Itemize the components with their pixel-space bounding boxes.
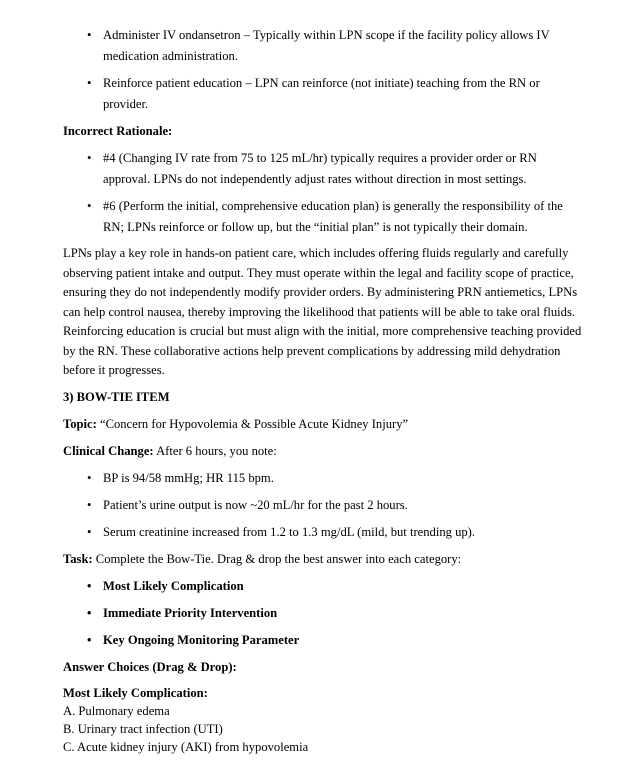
choice-option: A. Pulmonary edema: [63, 703, 170, 718]
list-item: • Patient’s urine output is now ~20 mL/hr for the past 2 hours.: [63, 495, 583, 516]
bowtie-category-list: [63, 576, 583, 651]
clinical-findings-list: [63, 468, 583, 543]
choice-option: B. Urinary tract infection (UTI): [63, 721, 223, 736]
list-item: • Serum creatinine increased from 1.2 to 1.3 mg/dL (mild, but trending up).: [63, 522, 583, 543]
task-text: Complete the Bow-Tie. Drag & drop the best answer into each category:: [92, 551, 462, 566]
task-line: [63, 549, 583, 570]
clinical-change-label: Clinical Change:: [63, 443, 154, 458]
lpn-scope-actions-list: [63, 25, 583, 115]
task-label: Task:: [63, 551, 93, 566]
complication-choices-heading: Most Likely Complication:: [63, 685, 208, 700]
list-item: • #6 (Perform the initial, comprehensive education plan) is generally the responsibility of the RN; LPNs reinforce or follow up, but the “initial plan” is not typically their domain.: [63, 196, 583, 238]
summary-paragraph: LPNs play a key role in hands-on patient care, which includes offering fluids regularly and carefully observing patient intake and output. They must operate within the legal and facility scope of practice, ensuring they do not independently modify provider orders. By administering PRN antiemetics, LPNs can help control nausea, thereby improving the likelihood that patients will be able to take oral fluids. Reinforcing education is crucial but must align with the initial, more comprehensive teaching provided by the RN. These collaborative actions help prevent complications by addressing mild dehydration before it progresses.: [63, 246, 582, 377]
list-item: • #4 (Changing IV rate from 75 to 125 mL/hr) typically requires a provider order or RN approval. LPNs do not independently adjust rates without direction in most settings.: [63, 148, 583, 190]
incorrect-rationale-heading: Incorrect Rationale:: [63, 124, 173, 138]
topic-text: “Concern for Hypovolemia & Possible Acute Kidney Injury”: [96, 416, 409, 431]
category-item: • Key Ongoing Monitoring Parameter: [63, 630, 583, 651]
category-item: • Immediate Priority Intervention: [63, 603, 583, 624]
answer-choices-heading: Answer Choices (Drag & Drop):: [63, 659, 237, 674]
list-item: • Administer IV ondansetron – Typically within LPN scope if the facility policy allows IV medication administration.: [63, 25, 583, 67]
topic-line: [63, 414, 583, 435]
incorrect-rationale-list: [63, 148, 583, 238]
bowtie-item-heading: 3) BOW-TIE ITEM: [63, 389, 170, 404]
most-likely-complication-block: [63, 684, 583, 756]
list-item: • BP is 94/58 mmHg; HR 115 bpm.: [63, 468, 583, 489]
clinical-change-text: After 6 hours, you note:: [153, 443, 277, 458]
clinical-change-line: [63, 441, 583, 462]
topic-label: Topic:: [63, 416, 97, 431]
list-item: • Reinforce patient education – LPN can reinforce (not initiate) teaching from the RN or provider.: [63, 73, 583, 115]
category-item: • Most Likely Complication: [63, 576, 583, 597]
choice-option: C. Acute kidney injury (AKI) from hypovolemia: [63, 739, 309, 754]
